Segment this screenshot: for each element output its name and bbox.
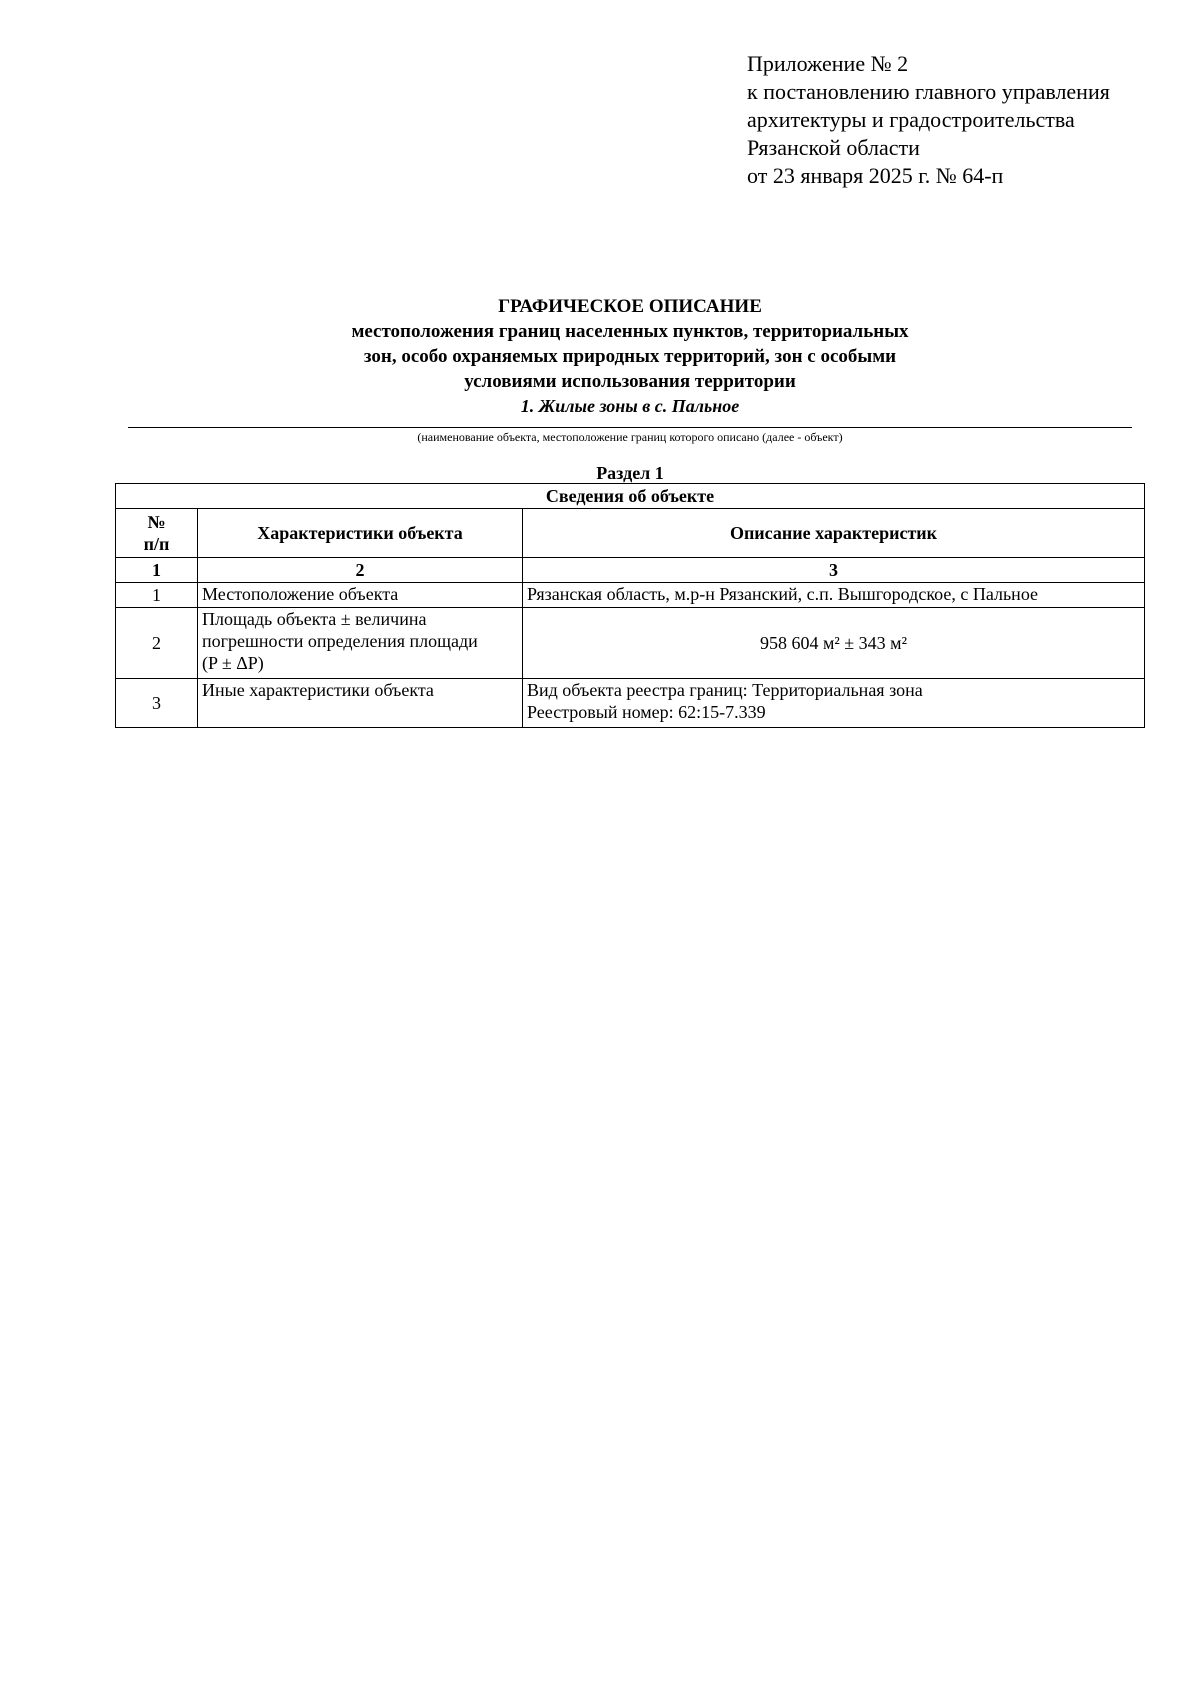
object-name-caption: (наименование объекта, местоположение границ которого описано (далее - объект): [417, 430, 843, 444]
header-num-symbol: №: [147, 512, 166, 532]
column-number: 3: [523, 558, 1145, 583]
row-characteristic-line: погрешности определения площади: [202, 631, 478, 651]
row-description: [523, 679, 1145, 728]
header-characteristics: Характеристики объекта: [198, 509, 523, 558]
document-subtitle-line: местоположения границ населенных пунктов, территориальных: [351, 321, 909, 342]
row-description-line: Вид объекта реестра границ: Территориальная зона: [527, 680, 923, 700]
row-number: 3: [116, 679, 198, 728]
row-characteristic: [198, 608, 523, 679]
row-number: 2: [116, 608, 198, 679]
row-description: Рязанская область, м.р-н Рязанский, с.п. Вышгородское, с Пальное: [523, 583, 1145, 608]
appendix-line: архитектуры и градостроительства: [747, 107, 1075, 132]
appendix-line: Приложение № 2: [747, 51, 909, 76]
row-characteristic: Местоположение объекта: [198, 583, 523, 608]
row-characteristic-line: Площадь объекта ± величина: [202, 609, 427, 629]
table-caption: Сведения об объекте: [116, 484, 1145, 509]
object-name-underline: [128, 427, 1132, 428]
header-num: [116, 509, 198, 558]
appendix-line: к постановлению главного управления: [747, 79, 1110, 104]
appendix-header: [747, 50, 1110, 190]
table-row: [116, 608, 1145, 679]
document-title-block: [128, 294, 1132, 418]
column-number: 2: [198, 558, 523, 583]
section-title: Раздел 1: [596, 463, 664, 483]
column-number: 1: [116, 558, 198, 583]
header-num-label: п/п: [143, 534, 170, 554]
header-description: Описание характеристик: [523, 509, 1145, 558]
row-characteristic-line: (P ± ΔP): [202, 653, 264, 673]
document-subtitle-line: условиями использования территории: [464, 371, 796, 392]
document-subtitle-line: зон, особо охраняемых природных территорий, зон с особыми: [363, 346, 897, 367]
row-description: 958 604 м² ± 343 м²: [523, 608, 1145, 679]
appendix-line: Рязанской области: [747, 135, 920, 160]
object-info-table: [115, 483, 1145, 728]
row-description-line: Реестровый номер: 62:15-7.339: [527, 702, 766, 722]
appendix-date-line: от 23 января 2025 г. № 64-п: [747, 163, 1004, 188]
document-title: ГРАФИЧЕСКОЕ ОПИСАНИЕ: [498, 296, 762, 317]
table-row: [116, 679, 1145, 728]
row-characteristic: Иные характеристики объекта: [198, 679, 523, 728]
table-row: [116, 583, 1145, 608]
object-name: 1. Жилые зоны в с. Пальное: [520, 396, 740, 416]
row-number: 1: [116, 583, 198, 608]
